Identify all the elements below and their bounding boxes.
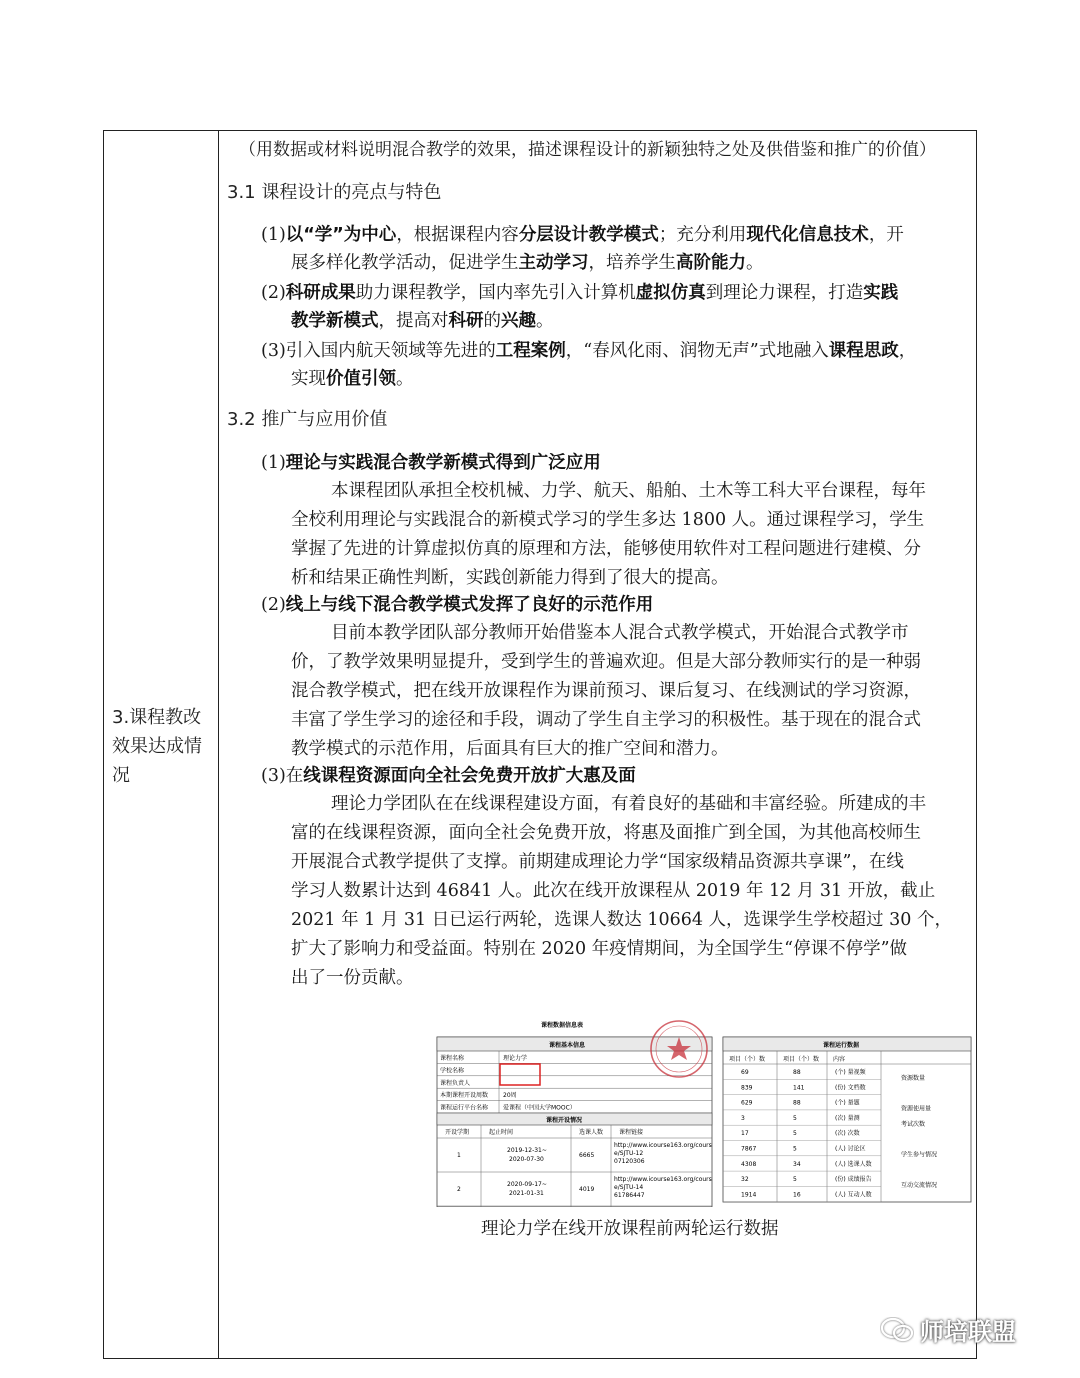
run-cell-item: (人) 互动人数 [835,1191,872,1199]
promo-item-1-heading: (1)理论与实践混合教学新模式得到广泛应用 [261,453,601,473]
highlight-item-3-line-2: 实现价值引领。 [291,369,414,389]
run-data-header: 课程运行数据 [823,1042,860,1049]
promo-item-3-text-2: 富的在线课程资源，面向全社会免费开放，将惠及面推广到全国，为其他高校师生 [291,823,921,843]
open-cell-link-2: e/SJTU-14 [614,1184,644,1191]
promo-item-3-text-5: 2021 年 1 月 31 日已运行两轮，选课人数达 10664 人，选课学生学校超过 30 个， [291,910,952,930]
open-cell-link-2: e/SJTU-12 [614,1150,644,1157]
promo-item-2-text-1: 目前本教学团队部分教师开始借鉴本人混合式教学模式，开始混合式教学市 [331,623,909,643]
run-cell-b: 5 [793,1114,797,1122]
course-data-figure [431,1015,973,1207]
run-cell-b: 88 [793,1069,801,1076]
open-cell-link-3: 61786447 [614,1192,645,1199]
highlight-item-3-line-1: (3)引入国内航天领域等先进的工程案例，“春风化雨、润物无声”式地融入课程思政， [261,341,917,361]
open-cell-end: 2020-07-30 [509,1156,544,1163]
open-cell-count: 4019 [579,1186,595,1193]
basic-row-label: 本期课程开设周数 [440,1092,489,1100]
promo-item-2-text-4: 丰富了学生学习的途径和手段，调动了学生自主学习的积极性。基于现在的混合式 [291,710,921,730]
open-col-header: 课程链接 [619,1129,644,1136]
basic-row-value: 20周 [503,1092,517,1100]
run-cell-item: (份) 成绩报告 [835,1176,872,1184]
basic-row-value: 理论力学 [503,1055,528,1062]
run-cell-a: 3 [741,1114,745,1122]
redaction-box [500,1064,540,1085]
run-cell-group: 互动交流情况 [901,1182,938,1190]
run-cell-item: (次) 次数 [835,1130,860,1138]
wechat-icon [880,1317,914,1343]
run-cell-a: 1914 [741,1191,757,1199]
run-cell-item: (份) 文档数 [835,1084,866,1092]
run-cell-b: 141 [793,1084,805,1092]
run-cell-a: 32 [741,1176,749,1184]
promo-item-2-heading: (2)线上与线下混合教学模式发挥了良好的示范作用 [261,595,654,615]
run-cell-item: (人) 讨论区 [835,1145,866,1153]
run-cell-item: (人) 选课人数 [835,1160,872,1168]
open-cell-link-1: http://www.icourse163.org/cours [614,1142,712,1149]
run-cell-a: 629 [741,1099,753,1107]
run-cell-b: 16 [793,1191,801,1199]
run-cell-b: 5 [793,1130,797,1138]
run-cell-a: 4308 [741,1160,757,1168]
open-cell-term: 1 [457,1152,461,1159]
open-cell-start: 2020-09-17~ [507,1181,547,1188]
section-3-1-title: 3.1 课程设计的亮点与特色 [227,182,442,203]
basic-row-label: 课程运行平台名称 [440,1104,489,1112]
basic-info-header: 课程基本信息 [549,1042,586,1049]
run-cell-group: 资源数量 [901,1075,926,1082]
course-data-figure-svg [431,1015,973,1207]
open-col-header: 开设学期 [445,1129,470,1136]
run-col-header: 项目（个）数 [729,1056,766,1063]
wechat-watermark [880,1312,1016,1347]
run-cell-b: 5 [793,1145,797,1153]
watermark-text: 师培联盟 [920,1318,1016,1346]
basic-row-value: 爱课程（中国大学MOOC） [503,1104,576,1112]
promo-item-3-text-4: 学习人数累计达到 46841 人。此次在线开放课程从 2019 年 12 月 31 开放，截止 [291,881,936,901]
open-cell-start: 2019-12-31~ [507,1147,547,1154]
open-col-header: 选课人数 [579,1129,604,1136]
open-cell-link-1: http://www.icourse163.org/cours [614,1176,712,1183]
figure-title: 课程数据信息表 [541,1022,584,1029]
run-cell-a: 17 [741,1130,749,1138]
basic-row-label: 课程名称 [440,1055,465,1062]
highlight-item-1-line-2: 展多样化教学活动，促进学生主动学习，培养学生高阶能力。 [291,253,764,273]
promo-item-1-text-4: 析和结果正确性判断，实践创新能力得到了很大的提高。 [291,568,729,588]
open-col-header: 起止时间 [489,1129,514,1136]
basic-row-label: 学校名称 [440,1067,465,1075]
promo-item-2-text-3: 混合教学模式，把在线开放课程作为课前预习、课后复习、在线测试的学习资源， [291,681,921,701]
run-data-table [723,1037,971,1202]
promo-item-3-text-3: 开展混合式教学提供了支撑。前期建成理论力学“国家级精品资源共享课”，在线 [291,852,904,872]
run-cell-b: 34 [793,1160,801,1168]
open-cell-link-3: 07120306 [614,1158,645,1165]
left-label-column [104,131,219,1358]
run-cell-b: 5 [793,1176,797,1184]
promo-item-3-text-6: 扩大了影响力和受益面。特别在 2020 年疫情期间，为全国学生“停课不停学”做 [291,939,908,959]
promo-item-3-text-1: 理论力学团队在在线课程建设方面，有着良好的基础和丰富经验。所建成的丰 [331,794,926,814]
open-cell-term: 2 [457,1186,461,1193]
run-cell-group: 资源使用量 [901,1105,932,1113]
run-cell-group: 学生参与情况 [901,1151,938,1159]
highlight-item-2-line-2: 教学新模式，提高对科研的兴趣。 [291,311,554,331]
run-cell-a: 7867 [741,1145,757,1153]
promo-item-3-text-7: 出了一份贡献。 [291,968,414,988]
figure-caption: 理论力学在线开放课程前两轮运行数据 [481,1219,779,1239]
highlight-item-2-line-1: (2)科研成果助力课程教学，国内率先引入计算机虚拟仿真到理论力课程，打造实践 [261,283,899,303]
basic-row-label: 课程负责人 [440,1079,471,1087]
course-form-table [103,130,977,1359]
content-cell [219,131,976,1358]
run-cell-group: 考试次数 [901,1120,926,1128]
run-cell-item: (次) 量测 [835,1114,860,1122]
section-label: 3.课程教改效果达成情况 [112,707,202,786]
run-cell-a: 839 [741,1084,753,1092]
instruction-text: （用数据或材料说明混合教学的效果，描述课程设计的新颖独特之处及供借鉴和推广的价值） [239,140,936,160]
run-col-header: 项目（个）数 [783,1056,820,1063]
run-cell-b: 88 [793,1099,801,1107]
promo-item-2-text-2: 价，了教学效果明显提升，受到学生的普遍欢迎。但是大部分教师实行的是一种弱 [291,652,921,672]
basic-info-table [437,1037,712,1207]
run-col-header: 内容 [833,1056,846,1063]
highlight-item-1-line-1: (1)以“学”为中心，根据课程内容分层设计教学模式；充分利用现代化信息技术，开 [261,225,904,245]
promo-item-1-text-3: 掌握了先进的计算虚拟仿真的原理和方法，能够使用软件对工程问题进行建模、分 [291,539,921,559]
promo-item-1-text-2: 全校利用理论与实践混合的新模式学习的学生多达 1800 人。通过课程学习，学生 [291,510,925,530]
run-cell-item: (个) 量题 [835,1099,860,1107]
open-cell-count: 6665 [579,1152,595,1159]
open-cell-end: 2021-01-31 [509,1190,544,1197]
open-info-header: 课程开设情况 [546,1117,583,1124]
section-3-2-title: 3.2 推广与应用价值 [227,409,388,430]
run-cell-item: (个) 量视频 [835,1069,866,1076]
promo-item-2-text-5: 教学模式的示范作用，后面具有巨大的推广空间和潜力。 [291,739,729,759]
promo-item-3-heading: (3)在线课程资源面向全社会免费开放扩大惠及面 [261,766,636,786]
run-cell-a: 69 [741,1069,749,1076]
promo-item-1-text-1: 本课程团队承担全校机械、力学、航天、船舶、土木等工科大平台课程，每年 [331,481,926,501]
